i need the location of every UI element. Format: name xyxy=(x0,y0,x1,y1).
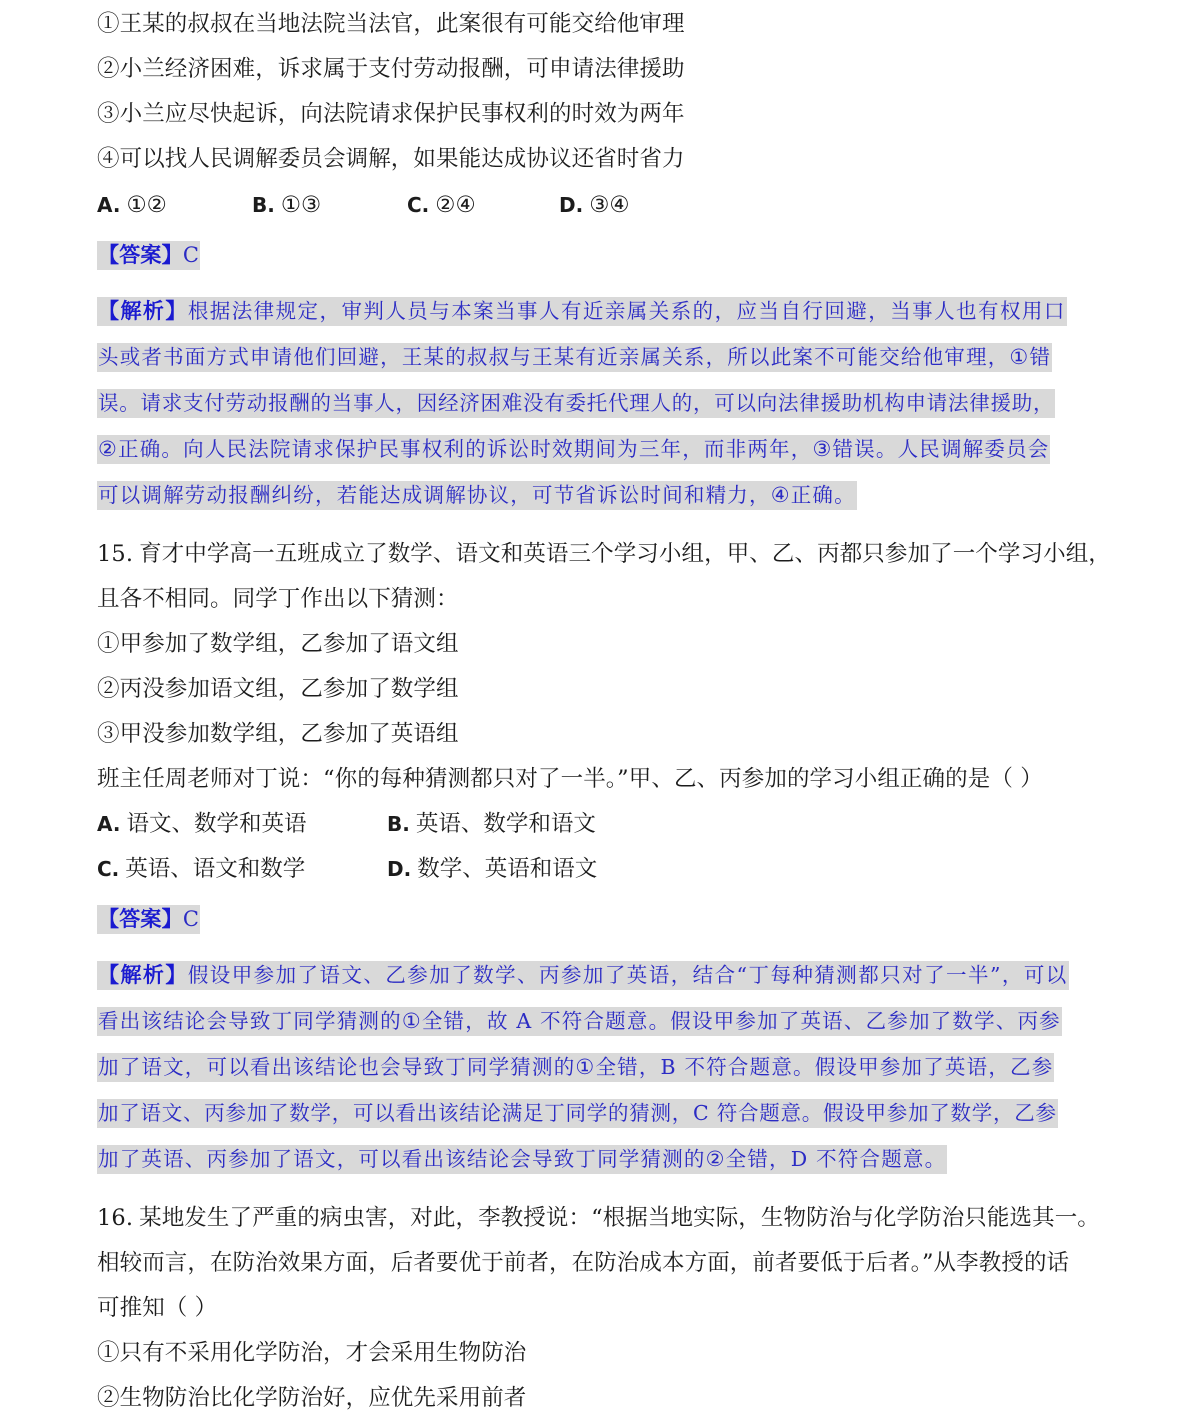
q15-number: 15. xyxy=(97,541,134,567)
q14-analysis-text-4a: 正确。向人民法院请求保护民事权利的诉讼时效期间为三年，而非两年， xyxy=(118,437,813,461)
q15-option-a-letter: A. xyxy=(97,812,121,836)
q15-answer-line xyxy=(97,896,1093,943)
q15-prompt: 班主任周老师对丁说：“你的每种猜测都只对了一半。”甲、乙、丙参加的学习小组正确的是（ ） xyxy=(97,766,1043,792)
q14-analysis-line-4 xyxy=(97,427,1093,473)
q15-guess-2: ②丙没参加语文组，乙参加了数学组 xyxy=(97,676,459,702)
q15-analysis-text-4: 加了语文、丙参加了数学，可以看出该结论满足丁同学的猜测，C 符合题意。假设甲参加了数学，乙参 xyxy=(98,1101,1057,1125)
q15-option-a[interactable] xyxy=(97,802,387,847)
q14-analysis-text-3: 误。请求支付劳动报酬的当事人，因经济困难没有委托代理人的，可以向法律援助机构申请法律援助， xyxy=(98,391,1055,415)
q15-option-c-letter: C. xyxy=(97,857,120,881)
q15-option-b-text: 英语、数学和语文 xyxy=(415,811,596,837)
q15-options-row-1 xyxy=(97,802,1093,847)
q14-analysis-text-5b: 正确。 xyxy=(790,483,856,507)
q14-analysis-text-4b: 错误。人民调解委员会 xyxy=(832,437,1050,461)
circled-number-2-icon: ② xyxy=(705,1147,726,1171)
q14-answer-highlight xyxy=(97,241,200,270)
q14-statement-1: ①王某的叔叔在当地法院当法官，此案很有可能交给他审理 xyxy=(97,11,685,37)
q15-analysis-text-2b: 全错，故 A 不符合题意。假设甲参加了英语、乙参加了数学、丙参 xyxy=(421,1009,1061,1033)
q14-statement-2: ②小兰经济困难，诉求属于支付劳动报酬，可申请法律援助 xyxy=(97,56,685,82)
q15-analysis-text-3a: 加了语文，可以看出该结论也会导致丁同学猜测的 xyxy=(98,1055,576,1079)
q15-option-b[interactable] xyxy=(387,802,596,847)
q15-option-d-text: 数学、英语和语文 xyxy=(417,856,598,882)
q15-answer-highlight xyxy=(97,905,200,934)
q14-option-c[interactable] xyxy=(407,183,559,228)
q14-analysis-text-2a: 头或者书面方式申请他们回避，王某的叔叔与王某有近亲属关系，所以此案不可能交给他审理， xyxy=(98,345,1010,369)
circled-number-1-icon: ① xyxy=(575,1055,596,1079)
q14-analysis-line-1 xyxy=(97,288,1093,335)
q15-analysis-line-2 xyxy=(97,999,1093,1045)
q14-statement-4: ④可以找人民调解委员会调解，如果能达成协议还省时省力 xyxy=(97,146,685,172)
q15-analysis-line-5 xyxy=(97,1137,1093,1183)
q15-analysis-line-1 xyxy=(97,952,1093,999)
q15-analysis-line-4 xyxy=(97,1091,1093,1137)
q15-analysis-text-2a: 看出该结论会导致丁同学猜测的 xyxy=(98,1009,402,1033)
circled-number-1-icon: ① xyxy=(1009,345,1030,369)
q16-stem-line-1 xyxy=(97,1196,1100,1241)
q14-option-c-text: ②④ xyxy=(435,192,476,218)
q14-answer-value: C xyxy=(182,243,200,267)
q16-stem-text-1: 某地发生了严重的病虫害，对此，李教授说：“根据当地实际，生物防治与化学防治只能选其一。 xyxy=(139,1205,1100,1231)
q14-options-row xyxy=(97,183,1093,228)
q14-analysis-label: 【解析】 xyxy=(98,298,188,323)
q14-analysis-line-5 xyxy=(97,473,1093,519)
q14-statement-3: ③小兰应尽快起诉，向法院请求保护民事权利的时效为两年 xyxy=(97,101,685,127)
circled-number-2-icon: ② xyxy=(98,437,119,461)
q16-stem-line-2: 相较而言，在防治效果方面，后者要优于前者，在防治成本方面，前者要低于后者。”从李教授的话 xyxy=(97,1250,1070,1276)
q14-option-d[interactable] xyxy=(559,183,630,228)
q14-answer-line xyxy=(97,232,1093,279)
q15-analysis-text-3b: 全错，B 不符合题意。假设甲参加了英语，乙参 xyxy=(595,1055,1054,1079)
q14-option-a[interactable] xyxy=(97,183,252,228)
circled-number-4-icon: ④ xyxy=(770,483,791,507)
q15-stem-line-2: 且各不相同。同学丁作出以下猜测： xyxy=(97,586,459,612)
circled-number-1-icon: ① xyxy=(401,1009,422,1033)
q16-statement-2: ②生物防治比化学防治好，应优先采用前者 xyxy=(97,1385,527,1411)
q14-option-c-letter: C. xyxy=(407,193,430,217)
q14-option-b[interactable] xyxy=(252,183,407,228)
q15-option-c-text: 英语、语文和数学 xyxy=(125,856,306,882)
page-content xyxy=(97,2,1111,1421)
q15-analysis-text-1: 假设甲参加了语文、乙参加了数学、丙参加了英语，结合“丁每种猜测都只对了一半”，可以 xyxy=(187,963,1068,987)
q15-analysis-text-5b: 全错，D 不符合题意。 xyxy=(725,1147,947,1171)
q14-option-b-letter: B. xyxy=(252,193,275,217)
q14-option-a-text: ①② xyxy=(126,192,167,218)
q15-option-d-letter: D. xyxy=(387,857,412,881)
circled-number-3-icon: ③ xyxy=(812,437,833,461)
q15-guess-3: ③甲没参加数学组，乙参加了英语组 xyxy=(97,721,459,747)
q15-options-row-2 xyxy=(97,847,1093,892)
q15-analysis-text-5a: 加了英语、丙参加了语文，可以看出该结论会导致丁同学猜测的 xyxy=(98,1147,706,1171)
q16-statement-1: ①只有不采用化学防治，才会采用生物防治 xyxy=(97,1340,527,1366)
q14-answer-label: 【答案】 xyxy=(98,242,183,267)
q15-guess-1: ①甲参加了数学组，乙参加了语文组 xyxy=(97,631,459,657)
q15-option-c[interactable] xyxy=(97,847,387,892)
q14-analysis-text-5a: 可以调解劳动报酬纠纷，若能达成调解协议，可节省诉讼时间和精力， xyxy=(98,483,771,507)
q14-option-a-letter: A. xyxy=(97,193,121,217)
q14-analysis-line-2 xyxy=(97,335,1093,381)
q15-answer-label: 【答案】 xyxy=(98,906,183,931)
q14-option-d-text: ③④ xyxy=(589,192,630,218)
q14-option-b-text: ①③ xyxy=(280,192,322,218)
q14-option-d-letter: D. xyxy=(559,193,584,217)
q14-analysis-text-1: 根据法律规定，审判人员与本案当事人有近亲属关系的，应当自行回避，当事人也有权用口 xyxy=(187,299,1066,323)
q16-number: 16. xyxy=(97,1205,134,1231)
q15-option-d[interactable] xyxy=(387,847,597,892)
q14-analysis-line-3 xyxy=(97,381,1093,427)
q15-stem-text-1: 育才中学高一五班成立了数学、语文和英语三个学习小组，甲、乙、丙都只参加了一个学习小组， xyxy=(139,541,1111,567)
q15-answer-value: C xyxy=(182,907,200,931)
q15-analysis-label: 【解析】 xyxy=(98,962,188,987)
q16-stem-line-3: 可推知（ ） xyxy=(97,1295,218,1321)
q14-analysis-text-2b: 错 xyxy=(1029,345,1052,369)
q15-stem-line-1 xyxy=(97,532,1111,577)
q15-option-a-text: 语文、数学和英语 xyxy=(126,811,307,837)
q15-option-b-letter: B. xyxy=(387,812,410,836)
q15-analysis-line-3 xyxy=(97,1045,1093,1091)
